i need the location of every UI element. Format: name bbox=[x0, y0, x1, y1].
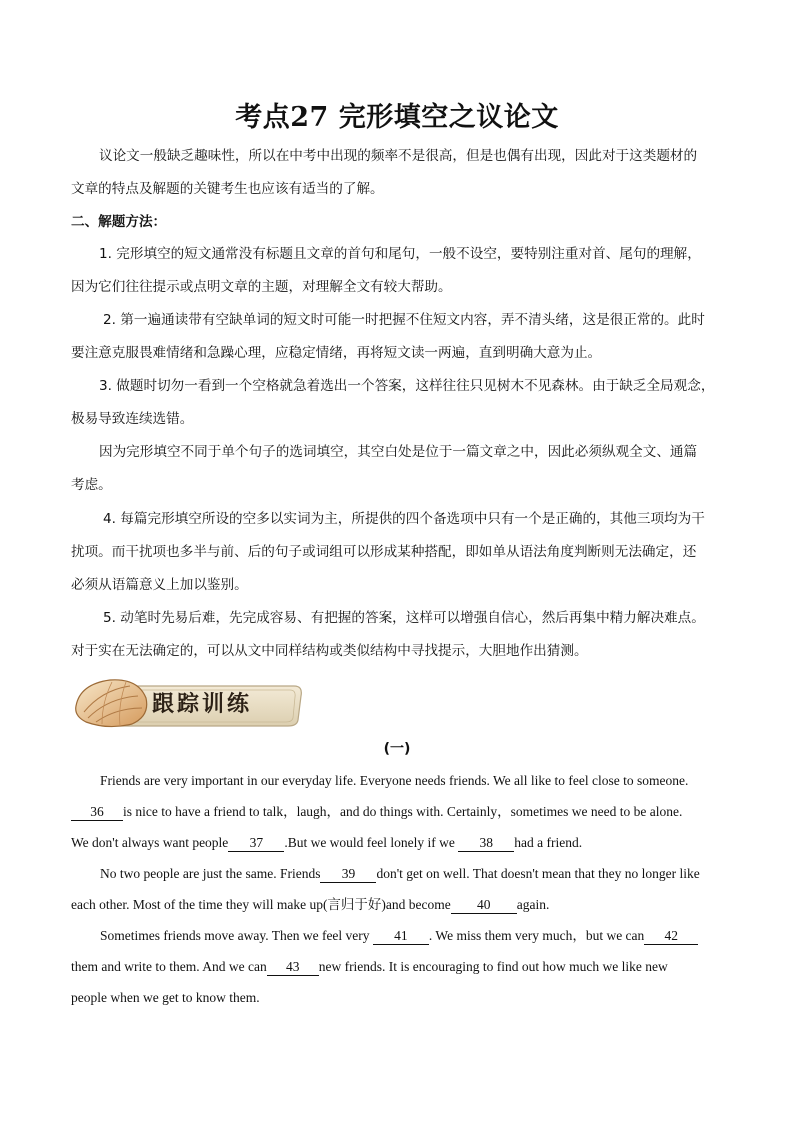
method-line: 必须从语篇意义上加以鉴别。 bbox=[71, 577, 248, 593]
blank-39[interactable]: 39 bbox=[320, 866, 376, 883]
blank-38[interactable]: 38 bbox=[458, 835, 514, 852]
method-3-note bbox=[71, 436, 723, 502]
method-5 bbox=[71, 602, 723, 668]
method-1 bbox=[71, 238, 723, 304]
passage-text: We don't always want people bbox=[71, 835, 229, 850]
blank-40[interactable]: 40 bbox=[451, 897, 517, 914]
passage-text: people when we get to know them. bbox=[71, 990, 260, 1005]
passage-text: each other. Most of the time they will make up(言归于好)and become bbox=[71, 897, 451, 912]
passage-text: new friends. It is encouraging to find out how much we like new bbox=[318, 959, 668, 974]
method-line: 对于实在无法确定的，可以从文中同样结构或类似结构中寻找提示，大胆地作出猜测。 bbox=[71, 643, 588, 659]
passage-text: Sometimes friends move away. Then we feel very bbox=[100, 928, 370, 943]
intro-line: 议论文一般缺乏趣味性，所以在中考中出现的频率不是很高，但是也偶有出现，因此对于这类题材的 bbox=[99, 148, 698, 164]
method-line: 2. 第一遍通读带有空缺单词的短文时可能一时把握不住短文内容，弄不清头绪，这是很正常的。此时 bbox=[103, 312, 705, 328]
passage-text: had a friend. bbox=[514, 835, 583, 850]
section-heading: 二、解题方法： bbox=[71, 214, 167, 230]
passage-text: Friends are very important in our everyday life. Everyone needs friends. We all like to feel close to someone. bbox=[100, 773, 689, 788]
passage-text: .But we would feel lonely if we bbox=[284, 835, 455, 850]
passage-text: don't get on well. That doesn't mean that they no longer like bbox=[376, 866, 700, 881]
page-title: 考点27 完形填空之议论文 bbox=[235, 102, 559, 133]
passage-line bbox=[71, 765, 723, 796]
method-line: 1. 完形填空的短文通常没有标题且文章的首句和尾句，一般不设空，要特别注重对首、尾句的理解， bbox=[99, 246, 701, 262]
passage-text: them and write to them. And we can bbox=[71, 959, 267, 974]
blank-42[interactable]: 42 bbox=[644, 928, 698, 945]
blank-43[interactable]: 43 bbox=[267, 959, 319, 976]
method-line: 扰项。而干扰项也多半与前、后的句子或词组可以形成某种搭配，即如单从语法角度判断则无法确定，还 bbox=[71, 544, 697, 560]
passage-line bbox=[71, 982, 723, 1013]
blank-36[interactable]: 36 bbox=[71, 804, 123, 821]
intro-paragraph bbox=[71, 140, 723, 206]
passage-line bbox=[71, 951, 723, 982]
passage-line bbox=[71, 858, 723, 889]
blank-37[interactable]: 37 bbox=[228, 835, 284, 852]
method-3 bbox=[71, 370, 723, 436]
intro-line: 文章的特点及解题的关键考生也应该有适当的了解。 bbox=[71, 181, 384, 197]
method-line: 4. 每篇完形填空所设的空多以实词为主，所提供的四个备选项中只有一个是正确的，其他三项均为干 bbox=[103, 511, 705, 527]
passage-text: is nice to have a friend to talk，laugh，and do things with. Certainly，sometimes we need to be alone. bbox=[123, 804, 683, 819]
passage-line bbox=[71, 889, 723, 920]
method-line: 要注意克服畏难情绪和急躁心理，应稳定情绪，再将短文读一两遍，直到明确大意为止。 bbox=[71, 345, 602, 361]
method-line: 因为它们往往提示或点明文章的主题，对理解全文有较大帮助。 bbox=[71, 279, 452, 295]
method-line: 考虑。 bbox=[71, 477, 112, 493]
passage-text: again. bbox=[516, 897, 550, 912]
method-line: 3. 做题时切勿一看到一个空格就急着选出一个答案，这样往往只见树木不见森林。由于缺乏全局观念， bbox=[99, 378, 715, 394]
method-line: 极易导致连续选错。 bbox=[71, 411, 194, 427]
passage-line bbox=[71, 827, 723, 858]
method-line: 5. 动笔时先易后难，先完成容易、有把握的答案，这样可以增强自信心，然后再集中精力解决难点。 bbox=[103, 610, 705, 626]
method-line: 因为完形填空不同于单个句子的选词填空，其空白处是位于一篇文章之中，因此必须纵观全文、通篇 bbox=[99, 444, 698, 460]
passage-number: (一) bbox=[383, 741, 411, 757]
passage-line bbox=[71, 920, 723, 951]
passage-text: No two people are just the same. Friends bbox=[100, 866, 321, 881]
passage-text: . We miss them very much，but we can bbox=[428, 928, 645, 943]
shell-icon bbox=[76, 680, 147, 727]
cloze-passage bbox=[71, 765, 723, 1013]
blank-41[interactable]: 41 bbox=[373, 928, 429, 945]
method-4 bbox=[71, 503, 723, 602]
passage-line bbox=[71, 796, 723, 827]
method-2 bbox=[71, 304, 723, 370]
banner-label: 跟踪训练 bbox=[152, 691, 253, 717]
